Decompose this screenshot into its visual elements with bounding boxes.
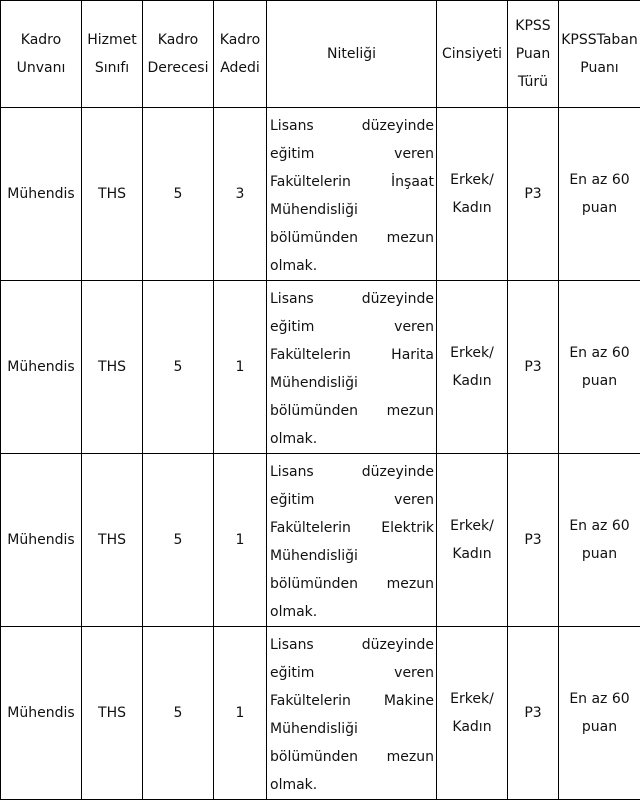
gender-text: Erkek/ Kadın (439, 166, 505, 222)
cell-score-type: P3 (508, 627, 559, 800)
cell-title: Mühendis (1, 108, 82, 281)
cell-gender (437, 108, 508, 281)
header-kpss-taban-puani (559, 1, 640, 108)
cell-qualification: Lisans düzeyinde eğitim veren Fakültelerin Makine Mühendisliği bölümünden mezun olmak. (267, 627, 437, 800)
header-cinsiyeti (437, 1, 508, 108)
cell-score-type: P3 (508, 454, 559, 627)
cell-score-type: P3 (508, 281, 559, 454)
cell-class: THS (82, 281, 143, 454)
header-hizmet-sinifi (82, 1, 143, 108)
header-label: Cinsiyeti (442, 40, 502, 68)
cell-count: 1 (214, 281, 267, 454)
cell-grade: 5 (143, 281, 214, 454)
cell-qualification: Lisans düzeyinde eğitim veren Fakültelerin İnşaat Mühendisliği bölümünden mezun olmak. (267, 108, 437, 281)
gender-text: Erkek/ Kadın (439, 512, 505, 568)
min-score-text: En az 60 puan (561, 685, 638, 741)
cell-grade: 5 (143, 454, 214, 627)
cell-count: 3 (214, 108, 267, 281)
header-niteligi (267, 1, 437, 108)
header-label: Niteliği (327, 40, 376, 68)
cell-class: THS (82, 454, 143, 627)
table-row (1, 454, 640, 627)
cell-min-score (559, 454, 640, 627)
gender-text: Erkek/ Kadın (439, 339, 505, 395)
cell-count: 1 (214, 454, 267, 627)
table-header-row (1, 1, 640, 108)
cell-class: THS (82, 108, 143, 281)
gender-text: Erkek/ Kadın (439, 685, 505, 741)
cell-score-type: P3 (508, 108, 559, 281)
cell-min-score (559, 627, 640, 800)
header-label: Kadro Adedi (216, 26, 264, 82)
header-label: Kadro Derecesi (145, 26, 211, 82)
cell-gender (437, 627, 508, 800)
header-label: KPSS Puan Türü (510, 12, 556, 96)
header-label: Hizmet Sınıfı (84, 26, 140, 82)
cell-gender (437, 454, 508, 627)
header-label: KPSSTaban Puanı (561, 26, 638, 82)
header-kpss-puan-turu (508, 1, 559, 108)
cell-gender (437, 281, 508, 454)
header-kadro-unvani (1, 1, 82, 108)
header-label: Kadro Unvanı (3, 26, 79, 82)
min-score-text: En az 60 puan (561, 339, 638, 395)
cell-grade: 5 (143, 627, 214, 800)
cell-qualification: Lisans düzeyinde eğitim veren Fakültelerin Harita Mühendisliği bölümünden mezun olmak. (267, 281, 437, 454)
cell-title: Mühendis (1, 454, 82, 627)
cell-min-score (559, 281, 640, 454)
table-row (1, 281, 640, 454)
min-score-text: En az 60 puan (561, 512, 638, 568)
cell-class: THS (82, 627, 143, 800)
cell-grade: 5 (143, 108, 214, 281)
cell-title: Mühendis (1, 281, 82, 454)
header-kadro-adedi (214, 1, 267, 108)
table-row (1, 108, 640, 281)
cell-qualification: Lisans düzeyinde eğitim veren Fakültelerin Elektrik Mühendisliği bölümünden mezun olmak. (267, 454, 437, 627)
table-row (1, 627, 640, 800)
header-kadro-derecesi (143, 1, 214, 108)
cell-count: 1 (214, 627, 267, 800)
cell-min-score (559, 108, 640, 281)
min-score-text: En az 60 puan (561, 166, 638, 222)
cell-title: Mühendis (1, 627, 82, 800)
